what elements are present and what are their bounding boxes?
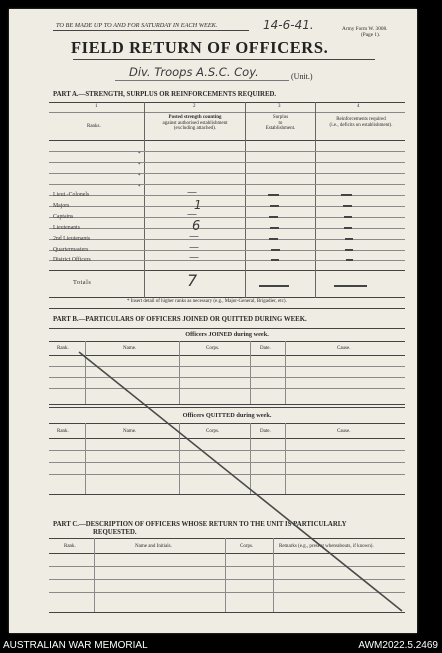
col-number-2: 2 <box>193 104 196 109</box>
form-reference: Army Form W. 3008. <box>342 26 388 32</box>
rank-majors: Majors <box>53 203 70 209</box>
quitted-col-name: Name. <box>123 429 137 434</box>
posted-header: Posted strength counting against authorised establishment (excluding attached). <box>162 115 228 131</box>
part-a-footnote: * Insert detail of higher ranks as necessary (e.g., Major-General, Brigadier, etc). <box>127 299 287 304</box>
rank-lieutenants: Lieutenants <box>53 225 81 231</box>
date-handwritten: 14-6-41. <box>263 18 314 32</box>
posted-captains: — <box>187 209 197 220</box>
footer-bar <box>0 638 442 653</box>
joined-col-date: Date. <box>260 346 271 351</box>
form-title: FIELD RETURN OF OFFICERS. <box>71 38 329 57</box>
rank-captains: Captains <box>53 214 74 220</box>
instruction-text: TO BE MADE UP TO AND FOR SATURDAY IN EACH WEEK. <box>56 22 218 29</box>
rank-2nd-lieutenants: 2nd Lieutenants <box>53 236 91 242</box>
col-number-4: 4 <box>357 104 360 109</box>
diagonal-strike-line <box>9 9 417 633</box>
ranks-header: Ranks. <box>87 124 101 129</box>
rank-district-officers: District Officers <box>53 257 91 263</box>
joined-col-rank: Rank. <box>57 346 69 351</box>
form-paper <box>9 9 417 633</box>
col-number-3: 3 <box>278 104 281 109</box>
joined-col-cause: Cause. <box>337 346 351 351</box>
part-c-heading: PART C.—DESCRIPTION OF OFFICERS WHOSE RETURN TO THE UNIT IS PARTICULARLY REQUESTED. <box>53 521 347 536</box>
part-a-heading: PART A.—STRENGTH, SURPLUS OR REINFORCEMENTS REQUIRED. <box>53 91 277 98</box>
quitted-col-cause: Cause. <box>337 429 351 434</box>
rank-quartermasters: Quartermasters <box>53 247 89 253</box>
quitted-col-corps: Corps. <box>206 429 220 434</box>
quitted-title: Officers QUITTED during week. <box>182 412 272 419</box>
posted-district-officers: — <box>189 252 199 263</box>
col-number-1: 1 <box>95 104 98 109</box>
posted-lieutenants: 6 <box>192 219 201 234</box>
quitted-col-date: Date. <box>260 429 271 434</box>
reinforcements-header: Reinforcements required (i.e., deficits on establishment). <box>329 117 393 128</box>
quitted-col-rank: Rank. <box>57 429 69 434</box>
surplus-header: Surplus to Establishment. <box>265 115 296 131</box>
joined-col-corps: Corps. <box>206 346 220 351</box>
part-c-col-corps: Corps. <box>240 544 254 549</box>
posted-lieut-colonels: — <box>187 187 197 198</box>
posted-quartermasters: — <box>189 242 199 253</box>
joined-title: Officers JOINED during week. <box>185 331 269 338</box>
footer-right-label: AWM2022.5.2469 <box>358 640 438 651</box>
part-c-col-remarks: Remarks (e.g., present whereabouts, if known). <box>279 544 374 549</box>
joined-col-name: Name. <box>123 346 137 351</box>
page-reference: (Page 1). <box>361 32 381 38</box>
part-c-col-name: Name and Initials. <box>135 544 172 549</box>
rank-lieut-colonels: Lieut.-Colonels <box>53 192 90 198</box>
totals-label: Totals <box>73 279 92 286</box>
unit-label: (Unit.) <box>291 72 313 81</box>
posted-2nd-lieutenants: — <box>189 231 199 242</box>
footer-left-label: AUSTRALIAN WAR MEMORIAL <box>3 640 148 651</box>
posted-majors: 1 <box>194 198 202 212</box>
totals-posted: 7 <box>187 271 198 290</box>
part-b-heading: PART B.—PARTICULARS OF OFFICERS JOINED OR QUITTED DURING WEEK. <box>53 316 307 323</box>
part-a-table: 1 2 3 4 Ranks. Posted strength counting against authorised establishment (excluding attached). Surplus to Establishment. Reinforcements required (i.e., deficits on establishment). * * * * <box>49 102 405 297</box>
part-c-col-rank: Rank. <box>64 544 76 549</box>
unit-handwritten: Div. Troops A.S.C. Coy. <box>129 65 259 79</box>
